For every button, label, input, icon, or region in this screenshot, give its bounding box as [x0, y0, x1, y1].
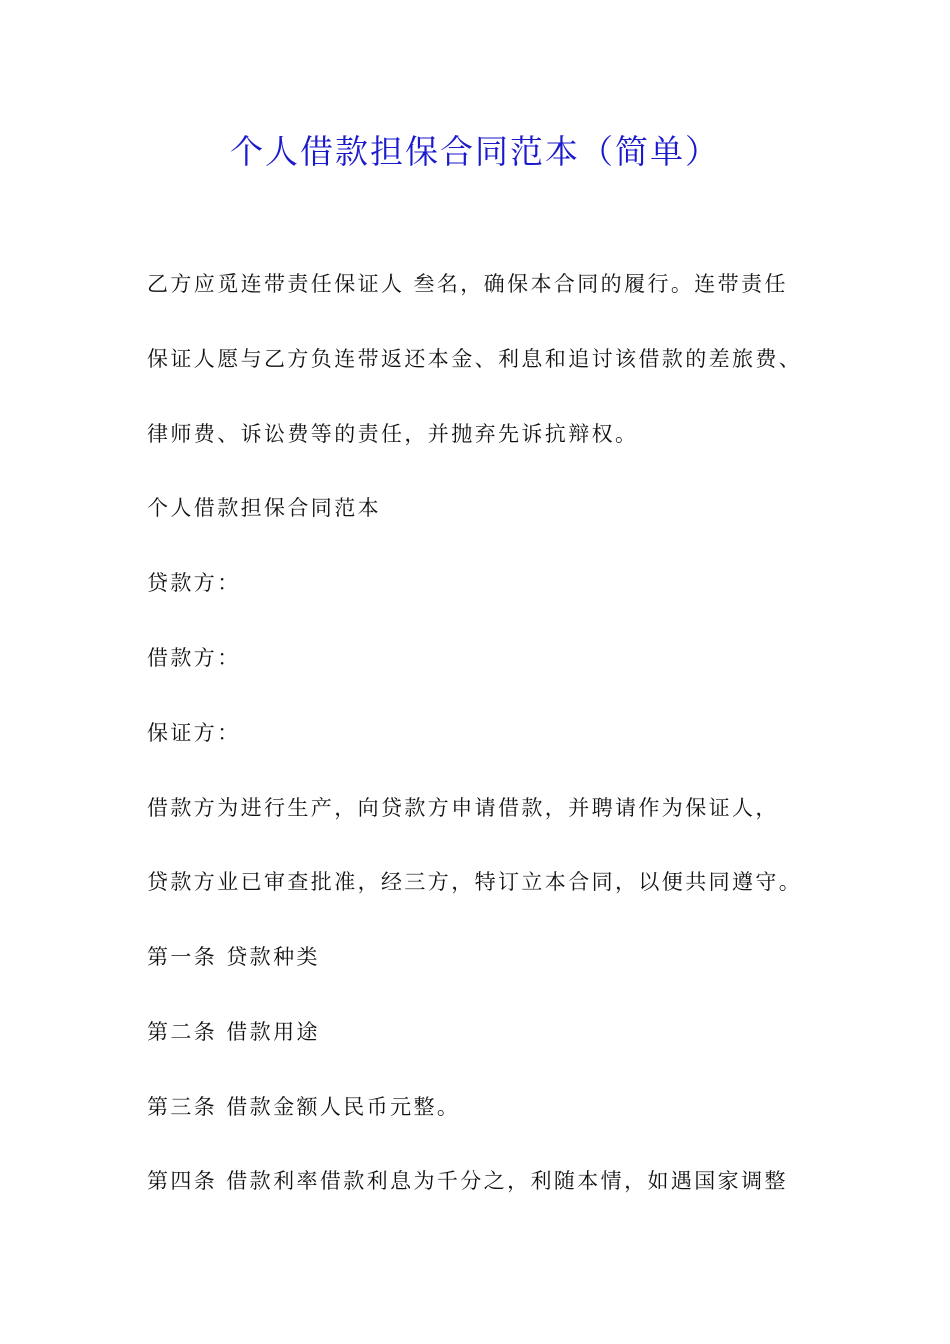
lender-label: 贷款方：: [147, 571, 241, 595]
document-title: 个人借款担保合同范本（简单）: [230, 132, 720, 171]
paragraph-line: 保证人愿与乙方负连带返还本金、利息和追讨该借款的差旅费、: [147, 347, 803, 371]
paragraph-line: 律师费、诉讼费等的责任，并抛弃先诉抗辩权。: [147, 422, 639, 446]
guarantor-label: 保证方：: [147, 721, 241, 745]
article-2: 第二条 借款用途: [147, 1020, 320, 1044]
borrower-label: 借款方：: [147, 646, 241, 670]
article-1: 第一条 贷款种类: [147, 945, 320, 969]
paragraph-line: 贷款方业已审查批准，经三方，特订立本合同，以便共同遵守。: [147, 870, 803, 894]
paragraph-line: 借款方为进行生产，向贷款方申请借款，并聘请作为保证人，: [147, 796, 779, 820]
paragraph-line: 乙方应觅连带责任保证人 叁名，确保本合同的履行。连带责任: [147, 272, 788, 296]
section-heading: 个人借款担保合同范本: [147, 496, 381, 520]
article-4: 第四条 借款利率借款利息为千分之，利随本情，如遇国家调整: [147, 1169, 788, 1193]
article-3: 第三条 借款金额人民币元整。: [147, 1095, 461, 1119]
